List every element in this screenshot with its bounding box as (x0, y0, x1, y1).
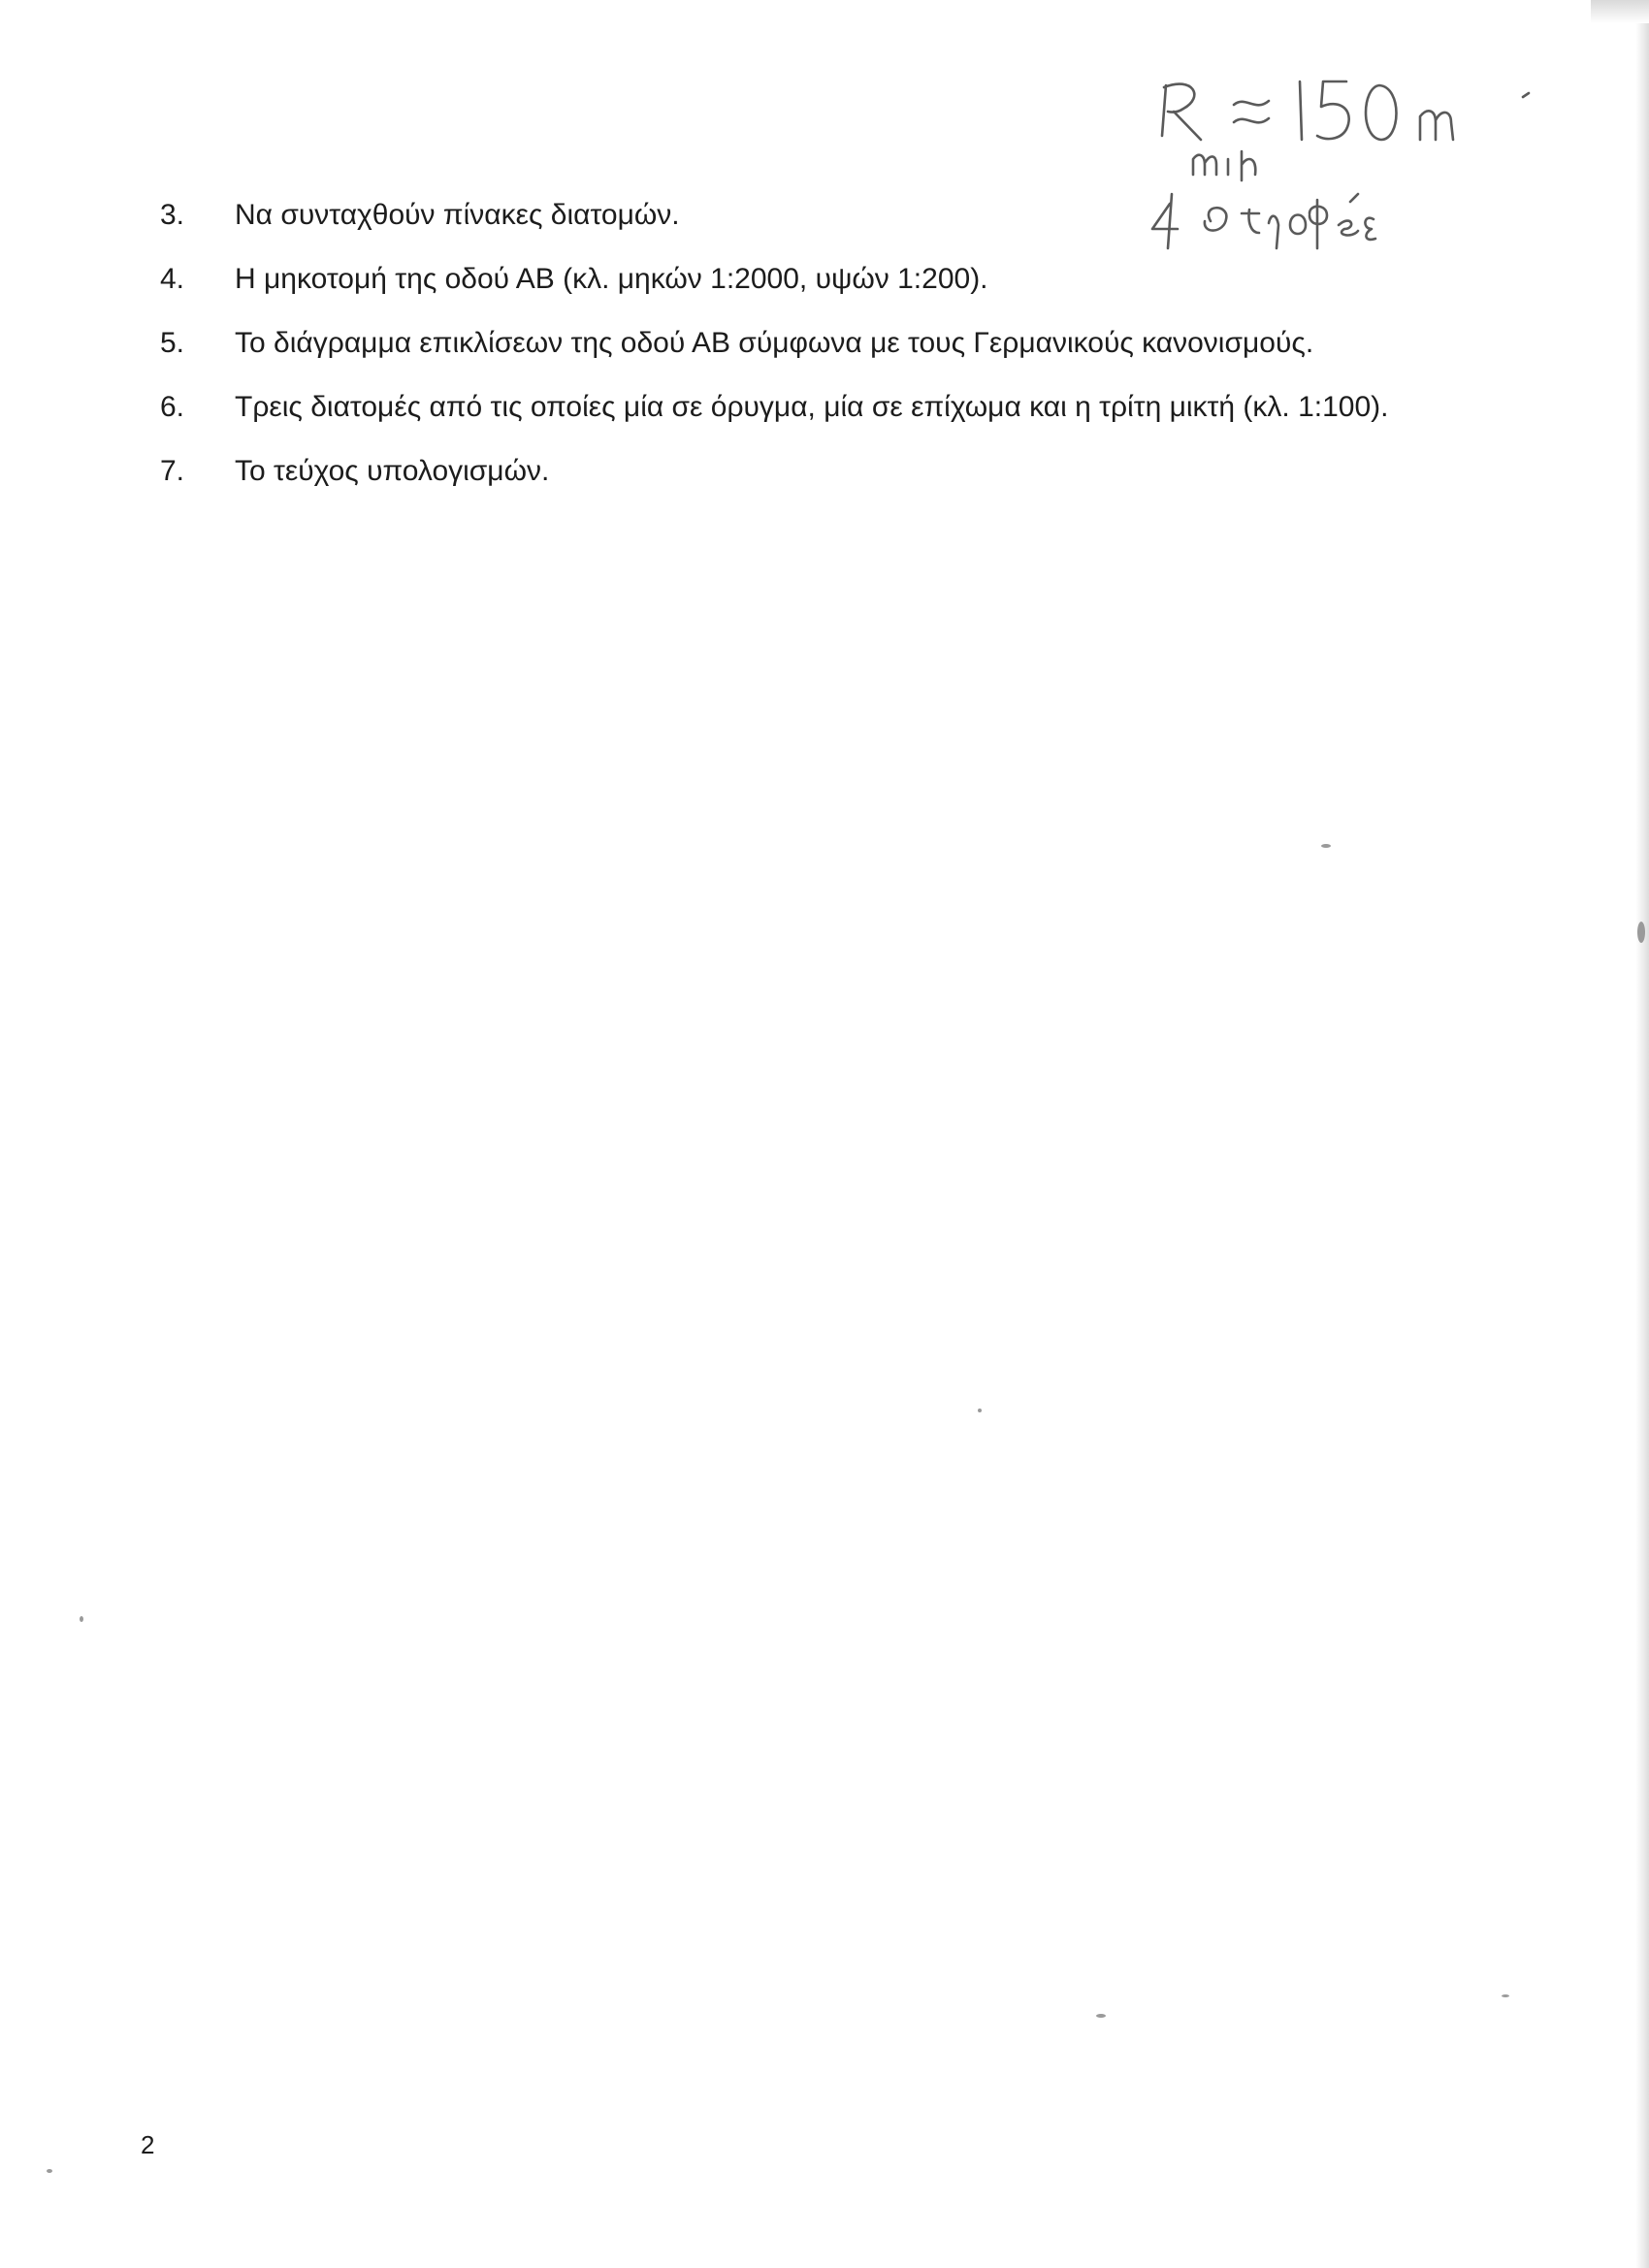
list-item-text: Το τεύχος υπολογισμών. (235, 455, 550, 487)
list-item-text: Το διάγραμμα επικλίσεων της οδού ΑΒ σύμφωνα με τους Γερμανικούς κανονισμούς. (235, 327, 1314, 359)
scan-speck (1502, 1994, 1509, 1997)
list-item-text: Τρεις διατομές από τις οποίες μία σε όρυγμα, μία σε επίχωμα και η τρίτη μικτή (κλ. 1:100). (235, 391, 1389, 423)
list-item-number: 4. (160, 263, 185, 295)
list-item (160, 386, 1402, 429)
list-item-number: 5. (160, 327, 185, 359)
list-item-text: Η μηκοτομή της οδού ΑΒ (κλ. μηκών 1:2000, υψών 1:200). (235, 263, 988, 295)
requirements-list (160, 194, 1402, 514)
scan-speck (978, 1409, 982, 1412)
page-number: 2 (141, 2130, 155, 2159)
list-item (160, 450, 1402, 493)
scan-speck (1321, 844, 1331, 848)
list-item-text: Να συνταχθούν πίνακες διατομών. (235, 199, 680, 231)
scan-speck (47, 2169, 52, 2173)
list-item (160, 258, 1402, 301)
list-item (160, 322, 1402, 365)
page-edge-top (1591, 0, 1649, 23)
list-item-number: 3. (160, 199, 185, 231)
scan-speck (80, 1616, 83, 1622)
list-item (160, 194, 1402, 237)
scan-speck (1637, 922, 1645, 943)
list-item-number: 6. (160, 391, 185, 423)
page-edge (1635, 0, 1649, 2268)
scan-speck (1096, 2014, 1106, 2018)
list-item-number: 7. (160, 455, 185, 487)
